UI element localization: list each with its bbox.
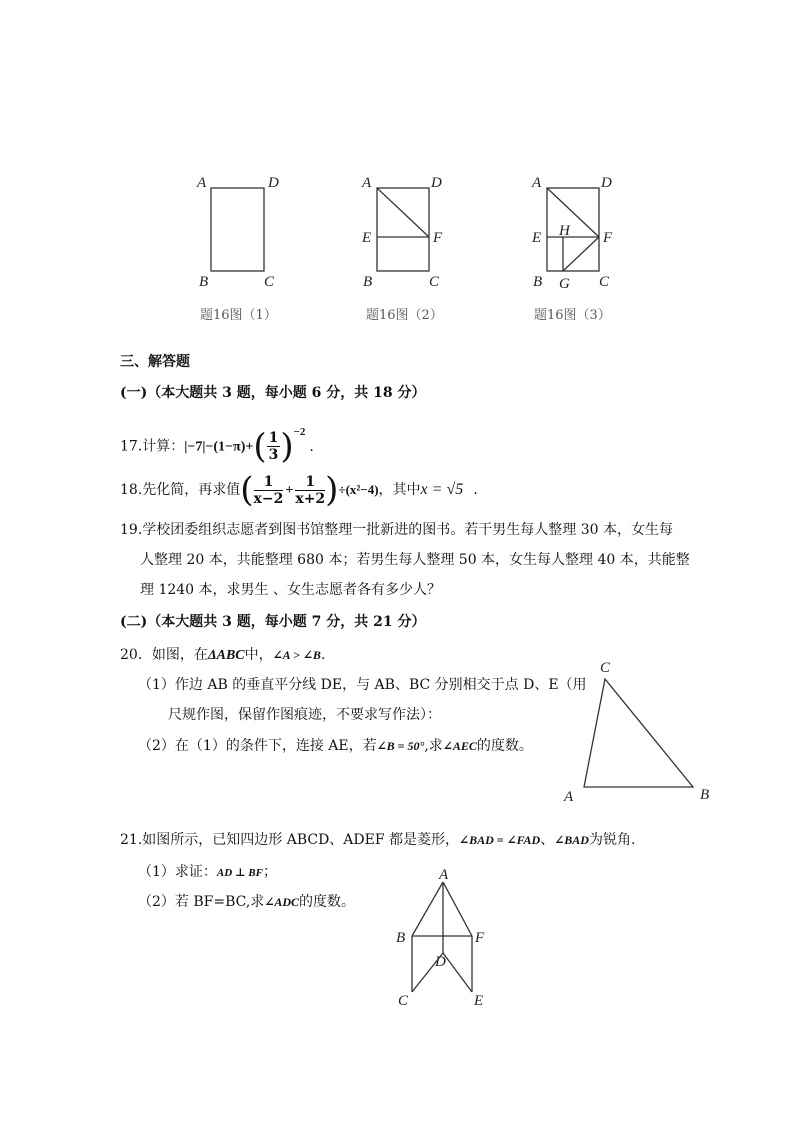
- q20-angle-b: ∠B = 50°: [376, 739, 425, 753]
- q20-condition: ∠A > ∠B: [272, 648, 321, 662]
- rectangle-abcd: [211, 188, 264, 271]
- figure-16-2-caption: 题16图（2）: [366, 308, 443, 323]
- label-e: E: [532, 230, 542, 246]
- label-a: A: [439, 867, 449, 883]
- label-h: H: [559, 223, 570, 239]
- label-b: B: [533, 274, 543, 290]
- label-a: A: [564, 789, 574, 805]
- q17-fraction: $\frac{1}{3}$: [268, 430, 279, 464]
- label-b: B: [199, 274, 209, 290]
- triangle-abc: [584, 679, 693, 787]
- question-20-sub1-line2: 尺规作图，保留作图痕迹，不要求写作法）：: [168, 707, 441, 723]
- figure-16-1-caption: 题16图（1）: [200, 308, 277, 323]
- label-f: F: [603, 230, 613, 246]
- label-a: A: [532, 175, 542, 191]
- segment-af: [547, 188, 599, 237]
- question-21-sub2: （2）若 BF=BC,求∠ADC的度数。: [138, 894, 356, 910]
- section-title: 三、解答题: [120, 354, 190, 370]
- label-b: B: [363, 274, 373, 290]
- part1-header: (一)（本大题共 3 题，每小题 6 分，共 18 分）: [120, 385, 426, 401]
- label-c: C: [264, 274, 275, 290]
- label-b: B: [700, 787, 710, 803]
- question-21-intro: 21.如图所示，已知四边形 ABCD、ADEF 都是菱形，∠BAD = ∠FAD、∠BAD为锐角.: [120, 832, 636, 848]
- label-c: C: [398, 993, 409, 1009]
- label-c: C: [599, 274, 610, 290]
- figure-16-2: [358, 170, 458, 295]
- question-19-line3: 理 1240 本，求男生 、女生志愿者各有多少人？: [140, 582, 441, 598]
- question-20-sub2: （2）在（1）的条件下，连接 AE，若∠B = 50°,求∠AEC的度数。: [138, 738, 533, 754]
- label-a: A: [362, 175, 372, 191]
- question-20-intro: 20．如图，在ΔABC中，∠A > ∠B.: [120, 647, 326, 663]
- q21-condition: ∠BAD = ∠FAD: [459, 833, 541, 847]
- question-20-sub1-line1: （1）作边 AB 的垂直平分线 DE，与 AB、BC 分别相交于点 D、E（用: [138, 677, 587, 693]
- figure-20-triangle: [558, 655, 718, 805]
- question-19-line2: 人整理 20 本，共能整理 680 本；若男生每人整理 50 本，女生每人整理 40 本，共能整: [140, 552, 690, 568]
- label-e: E: [362, 230, 372, 246]
- q17-expression: |−7|−(1−π)+: [184, 439, 254, 455]
- segment-af: [377, 188, 429, 237]
- question-18: 18.先化简，再求值( $\frac{1}{x-2}$ + $\frac{1}{x+2}$ )÷(x²−4)，其中x = √5 .: [120, 470, 478, 510]
- segment-ab: [412, 882, 443, 936]
- q18-x-value: x = √5: [420, 481, 464, 498]
- figure-16-1: [190, 170, 290, 295]
- label-a: A: [197, 175, 207, 191]
- q18-prefix: 18.先化简，再求值: [120, 482, 241, 498]
- q17-exponent: −2: [293, 426, 306, 438]
- q18-fraction-1: $\frac{1}{x-2}$: [253, 473, 284, 507]
- segment-de: [443, 953, 472, 992]
- label-c: C: [429, 274, 440, 290]
- figure-16-3: [528, 170, 628, 295]
- q21-angle-adc: ∠ADC: [264, 895, 300, 909]
- q18-fraction-2: $\frac{1}{x+2}$: [295, 473, 326, 507]
- segment-af: [443, 882, 472, 936]
- label-b: B: [396, 930, 406, 946]
- label-d: D: [268, 175, 279, 191]
- q21-perpendicular: AD ⊥ BF: [216, 867, 263, 879]
- label-f: F: [433, 230, 443, 246]
- segment-gf: [563, 237, 599, 271]
- label-f: F: [475, 930, 485, 946]
- q17-prefix: 17.计算：: [120, 438, 185, 455]
- q18-divisor: ÷(x²−4): [338, 482, 379, 497]
- q21-angle-bad: ∠BAD: [554, 833, 589, 847]
- label-g: G: [559, 276, 570, 292]
- label-d: D: [435, 954, 446, 970]
- q20-angle-aec: ∠AEC: [442, 739, 477, 753]
- label-c: C: [600, 660, 611, 676]
- question-19-line1: 19.学校团委组织志愿者到图书馆整理一批新进的图书。若干男生每人整理 30 本，女生每: [120, 522, 673, 538]
- label-e: E: [474, 993, 484, 1009]
- label-d: D: [431, 175, 442, 191]
- question-21-sub1: （1）求证：AD ⊥ BF；: [138, 864, 277, 880]
- triangle-abc-symbol: ΔABC: [207, 648, 245, 663]
- figure-21-rhombuses: [390, 862, 500, 1012]
- question-17: 17.计算：|−7|−(1−π)+( $\frac{1}{3}$ )$^{-2}$.: [120, 426, 314, 467]
- part2-header: (二)（本大题共 3 题，每小题 7 分，共 21 分）: [120, 614, 426, 630]
- label-d: D: [601, 175, 612, 191]
- figure-16-3-caption: 题16图（3）: [534, 308, 611, 323]
